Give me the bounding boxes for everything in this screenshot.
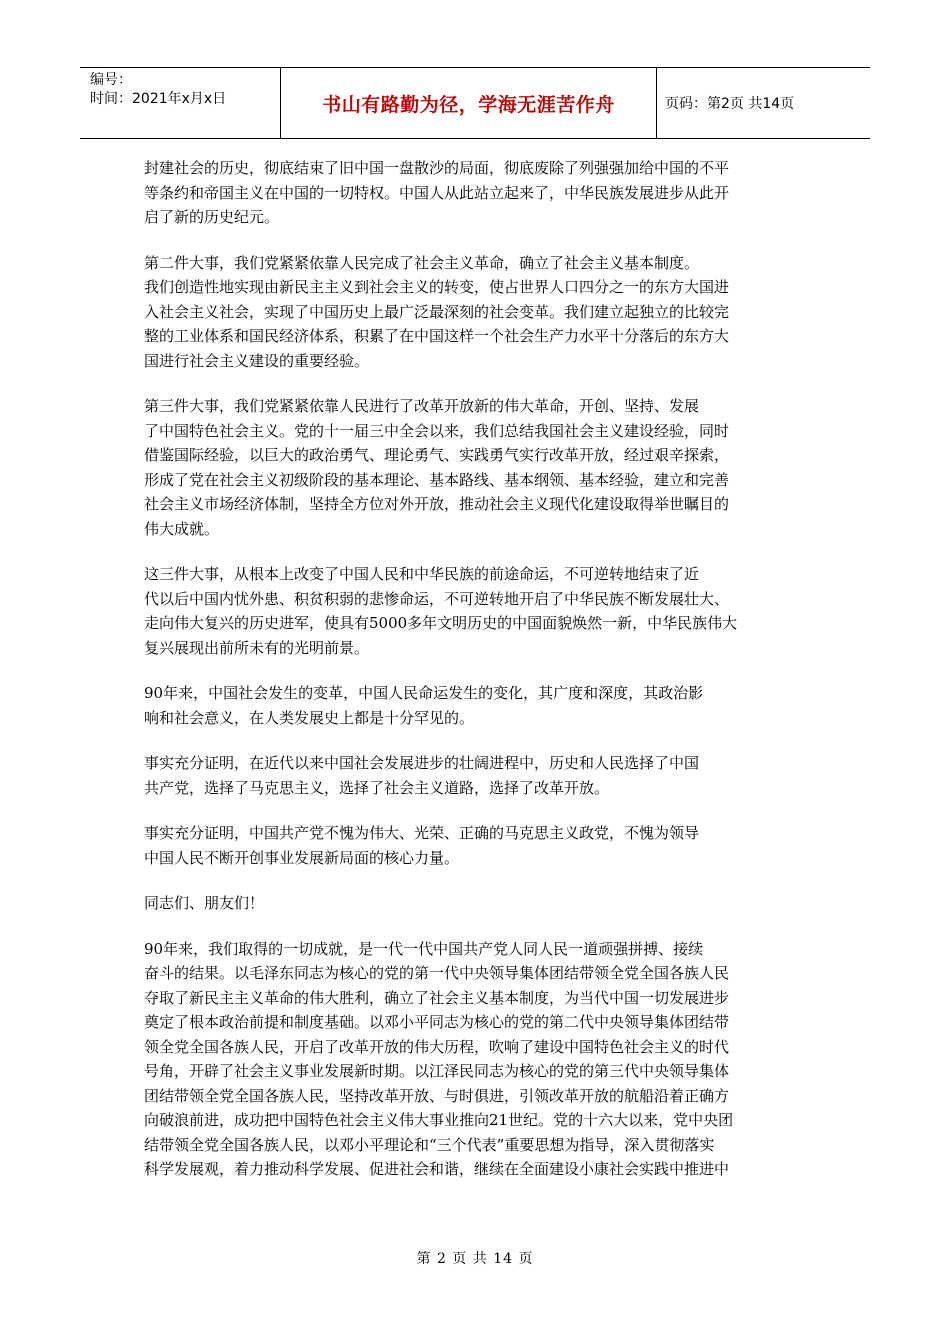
paragraph <box>144 681 810 730</box>
text-line: 共产党，选择了马克思主义，选择了社会主义道路，选择了改革开放。 <box>144 778 610 797</box>
text-line: 中国人民不断开创事业发展新局面的核心力量。 <box>144 848 460 867</box>
text-line: 启了新的历史纪元。 <box>144 208 280 226</box>
paragraph <box>144 891 810 916</box>
text-line: 响和社会意义，在人类发展史上都是十分罕见的。 <box>144 708 475 727</box>
header-meta-cell <box>80 68 281 138</box>
date-label: 时间：2021年x月x日 <box>90 91 227 107</box>
paragraph <box>144 394 810 541</box>
text-line: 事实充分证明，中国共产党不愧为伟大、光荣、正确的马克思主义政党，不愧为领导 <box>144 824 700 842</box>
text-line: 形成了党在社会主义初级阶段的基本理论、基本路线、基本纲领、基本经验，建立和完善 <box>144 470 730 489</box>
paragraph <box>144 562 810 660</box>
text-line: 奋斗的结果。以毛泽东同志为核心的党的第一代中央领导集体团结带领全党全国各族人民 <box>144 964 730 982</box>
text-line: 结带领全党全国各族人民，以邓小平理论和“三个代表”重要思想为指导，深入贯彻落实 <box>144 1135 715 1154</box>
text-line: 等条约和帝国主义在中国的一切特权。中国人从此站立起来了，中华民族发展进步从此开 <box>144 183 730 202</box>
text-line: 奠定了根本政治前提和制度基础。以邓小平同志为核心的党的第二代中央领导集体团结带 <box>144 1013 730 1031</box>
text-line: 走向伟大复兴的历史进军，使具有5000多年文明历史的中国面貌焕然一新，中华民族伟大 <box>144 614 738 632</box>
text-line: 向破浪前进，成功把中国特色社会主义伟大事业推向21世纪。党的十六大以来，党中央团 <box>144 1111 734 1129</box>
document-body <box>144 156 810 1203</box>
text-line: 领全党全国各族人民，开启了改革开放的伟大历程，吹响了建设中国特色社会主义的时代 <box>144 1037 730 1056</box>
text-line: 科学发展观，着力推动科学发展、促进社会和谐，继续在全面建设小康社会实践中推进中 <box>144 1160 730 1178</box>
paragraph <box>144 821 810 870</box>
text-line: 了中国特色社会主义。党的十一届三中全会以来，我们总结我国社会主义建设经验，同时 <box>144 421 730 440</box>
text-line: 号角，开辟了社会主义事业发展新时期。以江泽民同志为核心的党的第三代中央领导集体 <box>144 1062 730 1080</box>
text-line: 90年来，我们取得的一切成就，是一代一代中国共产党人同人民一道顽强拼搏、接续 <box>144 939 704 958</box>
text-line: 整的工业体系和国民经济体系，积累了在中国这样一个社会生产力水平十分落后的东方大 <box>144 327 730 345</box>
text-line: 代以后中国内忧外患、积贫积弱的悲惨命运，不可逆转地开启了中华民族不断发展壮大、 <box>144 589 730 608</box>
text-line: 复兴展现出前所未有的光明前景。 <box>144 638 370 657</box>
text-line: 社会主义市场经济体制，坚持全方位对外开放，推动社会主义现代化建设取得举世瞩目的 <box>144 495 730 513</box>
header-table <box>80 67 870 139</box>
paragraph <box>144 251 810 374</box>
text-line: 国进行社会主义建设的重要经验。 <box>144 351 370 370</box>
text-line: 伟大成就。 <box>144 519 220 538</box>
header-motto-cell <box>281 68 657 138</box>
text-line: 我们创造性地实现由新民主主义到社会主义的转变，使占世界人口四分之一的东方大国进 <box>144 278 730 296</box>
text-line: 90年来，中国社会发生的变革，中国人民命运发生的变化，其广度和深度，其政治影 <box>144 684 704 702</box>
paragraph <box>144 937 810 1182</box>
motto-text: 书山有路勤为径，学海无涯苦作舟 <box>322 93 615 116</box>
text-line: 夺取了新民主主义革命的伟大胜利，确立了社会主义基本制度，为当代中国一切发展进步 <box>144 988 730 1007</box>
text-line: 第二件大事，我们党紧紧依靠人民完成了社会主义革命，确立了社会主义基本制度。 <box>144 253 700 272</box>
text-line: 借鉴国际经验，以巨大的政治勇气、理论勇气、实践勇气实行改革开放，经过艰辛探索， <box>144 446 730 464</box>
text-line: 同志们、朋友们！ <box>144 894 265 912</box>
text-line: 第三件大事，我们党紧紧依靠人民进行了改革开放新的伟大革命，开创、坚持、发展 <box>144 397 700 415</box>
paragraph <box>144 751 810 800</box>
text-line: 入社会主义社会，实现了中国历史上最广泛最深刻的社会变革。我们建立起独立的比较完 <box>144 302 730 321</box>
text-line: 事实充分证明，在近代以来中国社会发展进步的壮阔进程中，历史和人民选择了中国 <box>144 754 700 772</box>
header-page-cell <box>657 68 870 138</box>
number-label: 编号： <box>90 72 132 88</box>
text-line: 团结带领全党全国各族人民，坚持改革开放、与时俱进，引领改革开放的航船沿着正确方 <box>144 1086 730 1105</box>
text-line: 封建社会的历史，彻底结束了旧中国一盘散沙的局面，彻底废除了列强强加给中国的不平 <box>144 159 730 177</box>
page-footer: 第 2 页 共 14 页 <box>416 1251 534 1267</box>
paragraph <box>144 156 810 230</box>
page-info: 页码：第2页 共14页 <box>665 96 795 112</box>
text-line: 这三件大事，从根本上改变了中国人民和中华民族的前途命运，不可逆转地结束了近 <box>144 565 700 583</box>
